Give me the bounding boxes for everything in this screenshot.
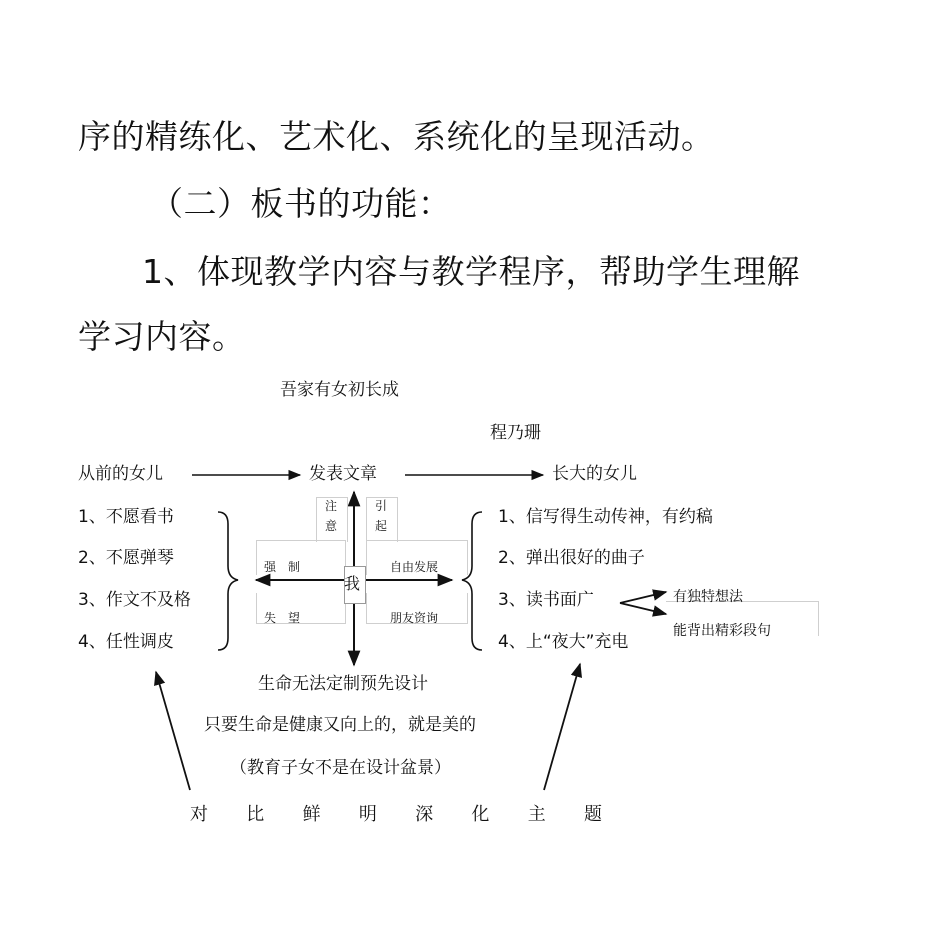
left-brace <box>218 512 238 650</box>
left-item-3: 3、作文不及格 <box>78 590 191 610</box>
branch-1: 有独特想法 <box>673 589 743 605</box>
flow-before: 从前的女儿 <box>78 464 163 484</box>
label-qi: 起 <box>375 519 388 533</box>
bottom-line-2: 只要生命是健康又向上的，就是美的 <box>204 715 476 735</box>
theme-char-6: 化 <box>471 804 490 825</box>
left-diagonal-arrow <box>156 672 190 790</box>
label-disappoint: 失 望 <box>264 611 301 625</box>
branch-2: 能背出精彩段句 <box>673 623 771 639</box>
bottom-line-1: 生命无法定制预先设计 <box>258 674 428 694</box>
theme-char-3: 鲜 <box>302 804 321 825</box>
label-free-growth: 自由发展 <box>390 560 439 574</box>
board-author: 程乃珊 <box>490 423 541 443</box>
theme-row <box>190 800 602 826</box>
theme-char-2: 比 <box>246 804 265 825</box>
theme-char-8: 题 <box>583 804 602 825</box>
paragraph-line-3: 1、体现教学内容与教学程序，帮助学生理解 <box>142 252 800 291</box>
theme-char-5: 深 <box>415 804 434 825</box>
label-yin: 引 <box>375 499 388 513</box>
right-brace <box>462 512 482 650</box>
left-item-1: 1、不愿看书 <box>78 507 174 527</box>
branch-arrow-1 <box>620 592 666 603</box>
label-zhu: 注 <box>325 499 338 513</box>
right-item-3: 3、读书面广 <box>498 590 594 610</box>
theme-char-7: 主 <box>527 804 546 825</box>
bottom-line-3: （教育子女不是在设计盆景） <box>230 758 451 778</box>
flow-middle: 发表文章 <box>309 464 377 484</box>
label-force: 强 制 <box>264 560 301 574</box>
label-yi: 意 <box>325 519 338 533</box>
section-heading: （二）板书的功能： <box>150 184 452 223</box>
left-item-4: 4、任性调皮 <box>78 632 174 652</box>
flow-after: 长大的女儿 <box>552 464 637 484</box>
right-item-4: 4、上“夜大”充电 <box>498 632 629 652</box>
left-item-2: 2、不愿弹琴 <box>78 548 174 568</box>
theme-char-4: 明 <box>358 804 377 825</box>
right-item-2: 2、弹出很好的曲子 <box>498 548 645 568</box>
board-title: 吾家有女初长成 <box>280 380 399 400</box>
right-diagonal-arrow <box>544 664 580 790</box>
paragraph-line-4: 学习内容。 <box>78 317 246 356</box>
branch-arrow-2 <box>620 603 666 614</box>
label-me: 我 <box>344 574 361 593</box>
right-item-1: 1、信写得生动传神，有约稿 <box>498 507 713 527</box>
theme-char-1: 对 <box>190 804 208 825</box>
label-friend-advice: 朋友资询 <box>390 611 439 625</box>
paragraph-line-1: 序的精练化、艺术化、系统化的呈现活动。 <box>78 117 715 156</box>
